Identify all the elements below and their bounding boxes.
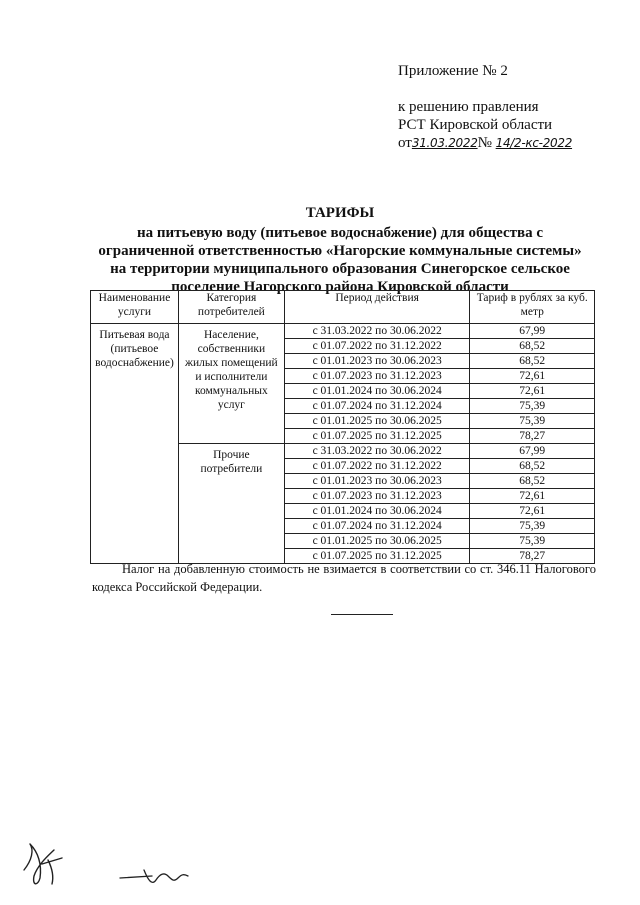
end-rule bbox=[331, 614, 393, 615]
price-cell: 72,61 bbox=[470, 384, 595, 399]
period-cell: с 31.03.2022 по 30.06.2022 bbox=[284, 324, 470, 339]
table-row bbox=[91, 324, 595, 339]
table-header-row bbox=[91, 291, 595, 324]
price-cell: 78,27 bbox=[470, 549, 595, 564]
header-service: Наименование услуги bbox=[91, 291, 179, 324]
appendix-block bbox=[398, 62, 572, 152]
price-cell: 75,39 bbox=[470, 519, 595, 534]
price-cell: 75,39 bbox=[470, 534, 595, 549]
price-cell: 72,61 bbox=[470, 504, 595, 519]
period-cell: с 01.07.2023 по 31.12.2023 bbox=[284, 369, 470, 384]
price-cell: 68,52 bbox=[470, 354, 595, 369]
appendix-authority-line: РСТ Кировской области bbox=[398, 117, 553, 133]
category-cell: Население, собственники жилых помещений и исполнители коммунальных услуг bbox=[178, 324, 284, 444]
period-cell: с 01.07.2024 по 31.12.2024 bbox=[284, 399, 470, 414]
category-cell: Прочие потребители bbox=[178, 444, 284, 564]
header-period: Период действия bbox=[284, 291, 470, 324]
heading-line-2: ограниченной ответственностью «Нагорские коммунальные системы» bbox=[98, 243, 582, 259]
appendix-decision-line: к решению правления bbox=[398, 99, 539, 115]
period-cell: с 01.07.2024 по 31.12.2024 bbox=[284, 519, 470, 534]
price-cell: 68,52 bbox=[470, 474, 595, 489]
number-label: № bbox=[477, 135, 492, 151]
from-label: от bbox=[398, 135, 412, 151]
price-cell: 68,52 bbox=[470, 339, 595, 354]
period-cell: с 01.07.2022 по 31.12.2022 bbox=[284, 459, 470, 474]
price-cell: 67,99 bbox=[470, 324, 595, 339]
tariff-table bbox=[90, 290, 595, 564]
appendix-date-line bbox=[398, 134, 572, 152]
price-cell: 72,61 bbox=[470, 489, 595, 504]
period-cell: с 31.03.2022 по 30.06.2022 bbox=[284, 444, 470, 459]
heading-line-1: на питьевую воду (питьевое водоснабжение) для общества с bbox=[137, 225, 543, 241]
document-heading bbox=[80, 204, 600, 296]
vat-note: Налог на добавленную стоимость не взимается в соответствии со ст. 346.11 Налогового кодекса Российской Федерации. bbox=[92, 562, 596, 594]
period-cell: с 01.01.2024 по 30.06.2024 bbox=[284, 504, 470, 519]
price-cell: 75,39 bbox=[470, 399, 595, 414]
period-cell: с 01.01.2024 по 30.06.2024 bbox=[284, 384, 470, 399]
period-cell: с 01.07.2025 по 31.12.2025 bbox=[284, 429, 470, 444]
price-cell: 68,52 bbox=[470, 459, 595, 474]
price-cell: 72,61 bbox=[470, 369, 595, 384]
signature-initials bbox=[18, 830, 78, 890]
header-price: Тариф в рублях за куб. метр bbox=[470, 291, 595, 324]
price-cell: 78,27 bbox=[470, 429, 595, 444]
heading-main: ТАРИФЫ bbox=[305, 205, 375, 221]
period-cell: с 01.07.2025 по 31.12.2025 bbox=[284, 549, 470, 564]
decision-date: 31.03.2022 bbox=[411, 136, 478, 150]
period-cell: с 01.01.2023 по 30.06.2023 bbox=[284, 354, 470, 369]
appendix-title: Приложение № 2 bbox=[398, 63, 508, 79]
heading-line-4: поселение Нагорского района Кировской области bbox=[171, 279, 509, 295]
period-cell: с 01.01.2023 по 30.06.2023 bbox=[284, 474, 470, 489]
header-category: Категория потребителей bbox=[178, 291, 284, 324]
period-cell: с 01.01.2025 по 30.06.2025 bbox=[284, 414, 470, 429]
period-cell: с 01.07.2023 по 31.12.2023 bbox=[284, 489, 470, 504]
signature-scribble bbox=[118, 862, 194, 890]
price-cell: 75,39 bbox=[470, 414, 595, 429]
decision-number: 14/2-кс-2022 bbox=[495, 136, 573, 150]
service-cell: Питьевая вода (питьевое водоснабжение) bbox=[91, 324, 179, 564]
heading-line-3: на территории муниципального образования Синегорское сельское bbox=[110, 261, 570, 277]
period-cell: с 01.07.2022 по 31.12.2022 bbox=[284, 339, 470, 354]
price-cell: 67,99 bbox=[470, 444, 595, 459]
period-cell: с 01.01.2025 по 30.06.2025 bbox=[284, 534, 470, 549]
